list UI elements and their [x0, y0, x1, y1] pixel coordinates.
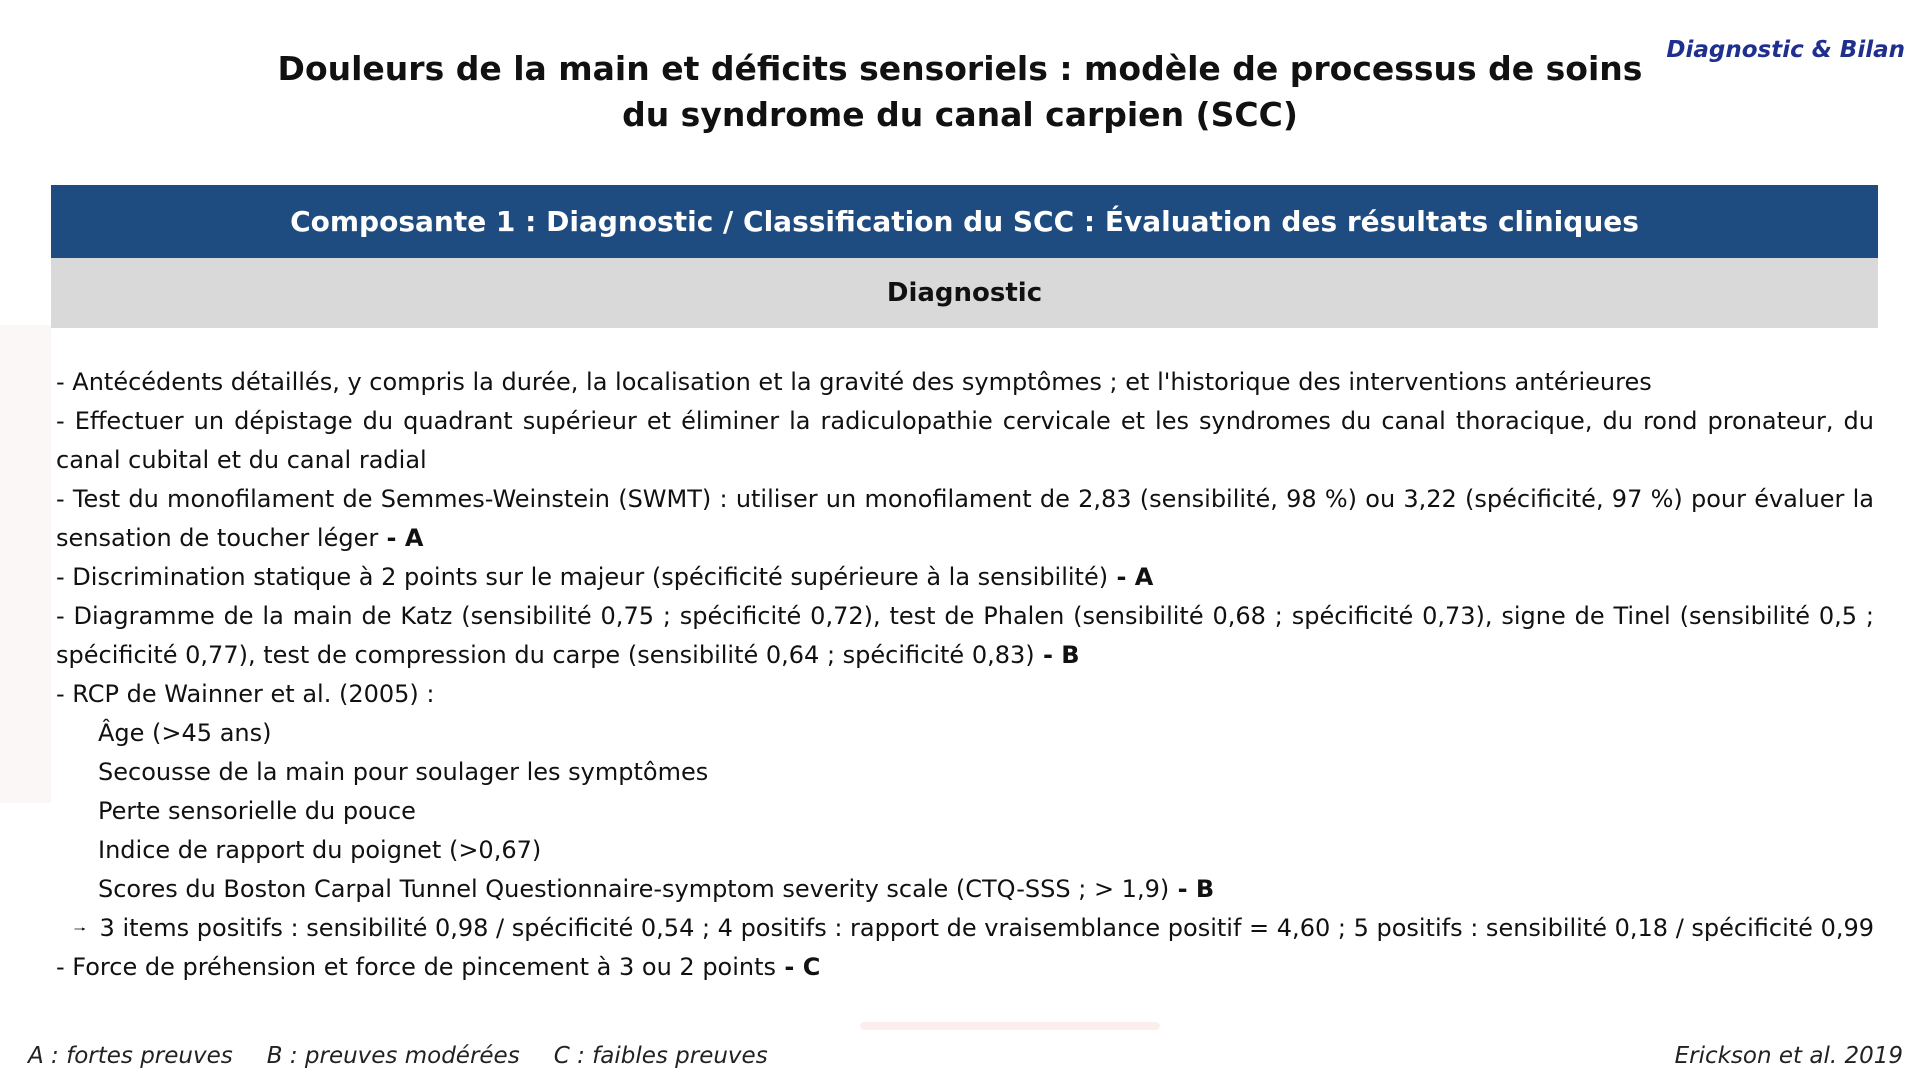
- list-item: - Effectuer un dépistage du quadrant supérieur et éliminer la radiculopathie cervicale et les syndromes du canal thoracique, du rond pronateur, du canal cubital et du canal radial: [56, 407, 1874, 474]
- legend-c: C : faibles preuves: [553, 1043, 768, 1069]
- source-citation: Erickson et al. 2019: [1674, 1043, 1903, 1069]
- sub-item: Secousse de la main pour soulager les symptômes: [98, 758, 709, 786]
- list-item: - Diagramme de la main de Katz (sensibilité 0,75 ; spécificité 0,72), test de Phalen (sensibilité 0,68 ; spécificité 0,73), signe de Tinel (sensibilité 0,5 ; spécificité 0,77), test de compression du carpe (sensibilité 0,64 ; spécificité 0,83) - B: [56, 602, 1874, 669]
- page-title-line1: Douleurs de la main et déficits sensoriels : modèle de processus de soins: [277, 49, 1643, 88]
- page-title-line2: du syndrome du canal carpien (SCC): [622, 95, 1298, 134]
- evidence-grade: - A: [378, 524, 424, 552]
- list-item: - Discrimination statique à 2 points sur le majeur (spécificité supérieure à la sensibilité) - A: [56, 563, 1154, 591]
- list-item: - RCP de Wainner et al. (2005) :: [56, 680, 435, 708]
- section-banner: Diagnostic: [51, 258, 1878, 328]
- arrow-item: 3 items positifs : sensibilité 0,98 / spécificité 0,54 ; 4 positifs : rapport de vraisemblance positif = 4,60 ; 5 positifs : sensibilité 0,18 / spécificité 0,99: [56, 909, 1874, 948]
- category-tag: Diagnostic & Bilan: [1666, 37, 1905, 63]
- page-title: [0, 46, 1920, 138]
- right-arrow-icon: [74, 919, 86, 939]
- evidence-grade: - C: [776, 953, 821, 981]
- sub-item: Âge (>45 ans): [98, 719, 272, 747]
- list-item: - Antécédents détaillés, y compris la durée, la localisation et la gravité des symptômes ; et l'historique des interventions antérieures: [56, 368, 1652, 396]
- diagnostic-list: [56, 363, 1874, 987]
- sub-item: Perte sensorielle du pouce: [98, 797, 416, 825]
- sub-item: Scores du Boston Carpal Tunnel Questionnaire-symptom severity scale (CTQ-SSS ; > 1,9) - B: [98, 875, 1215, 903]
- legend-a: A : fortes preuves: [28, 1043, 233, 1069]
- evidence-grade: - A: [1108, 563, 1154, 591]
- background-tint: [0, 325, 51, 803]
- list-item: - Force de préhension et force de pincement à 3 ou 2 points - C: [56, 953, 821, 981]
- evidence-grade: - B: [1034, 641, 1080, 669]
- component-banner: Composante 1 : Diagnostic / Classification du SCC : Évaluation des résultats cliniques: [51, 185, 1878, 258]
- evidence-legend: [28, 1043, 768, 1069]
- sub-item: Indice de rapport du poignet (>0,67): [98, 836, 542, 864]
- list-item: - Test du monofilament de Semmes-Weinstein (SWMT) : utiliser un monofilament de 2,83 (sensibilité, 98 %) ou 3,22 (spécificité, 97 %) pour évaluer la sensation de toucher léger - A: [56, 485, 1874, 552]
- evidence-grade: - B: [1169, 875, 1215, 903]
- legend-b: B : preuves modérées: [266, 1043, 520, 1069]
- background-streak: [860, 1022, 1160, 1030]
